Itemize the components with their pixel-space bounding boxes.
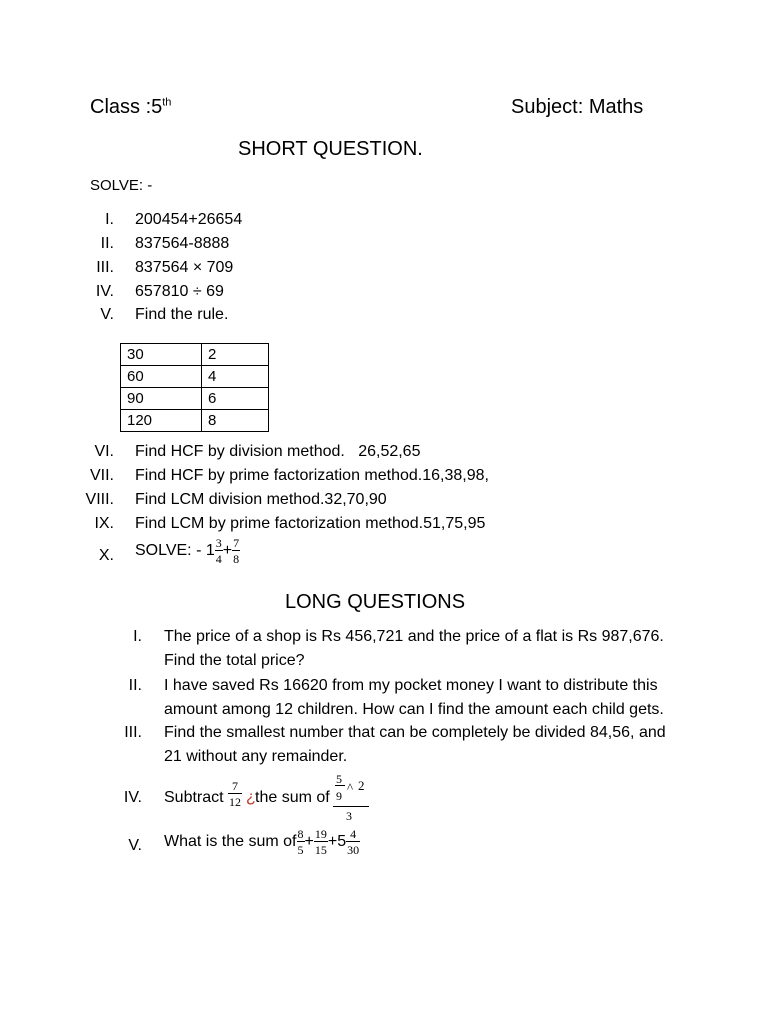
short-section-title: SHORT QUESTION. <box>238 138 423 160</box>
fraction <box>232 537 240 565</box>
denominator: 30 <box>347 843 360 857</box>
item-text-line1: Find the smallest number that can be completely be divided 84,56, and <box>164 724 666 741</box>
item-numeral: III. <box>96 259 114 276</box>
table-cell: 60 <box>121 366 202 388</box>
denominator: 4 <box>215 552 222 566</box>
item-text-before: Subtract <box>164 789 224 806</box>
solve-label: SOLVE: - <box>90 177 153 194</box>
table-row <box>121 388 269 410</box>
inverted-question-glyph: ¿ <box>246 789 256 806</box>
table-cell: 90 <box>121 388 202 410</box>
item-text: 837564-8888 <box>135 235 230 252</box>
item-text: 200454+26654 <box>135 211 243 228</box>
plus-five: +5 <box>327 833 347 850</box>
table-cell: 120 <box>121 410 202 432</box>
fraction <box>314 828 328 856</box>
item-numeral: VIII. <box>85 491 114 508</box>
table-cell: 2 <box>202 344 269 366</box>
plus-sign: + <box>222 542 233 559</box>
item-numeral: I. <box>105 211 114 228</box>
table-cell: 30 <box>121 344 202 366</box>
item-text-after: the sum of <box>255 789 330 806</box>
item-text: Find HCF by division method. 26,52,65 <box>135 443 421 460</box>
item-text: Find the rule. <box>135 306 229 323</box>
table-cell: 6 <box>202 388 269 410</box>
item-numeral: IV. <box>95 283 114 300</box>
item-text: Find HCF by prime factorization method.16,38,98, <box>135 467 489 484</box>
table-row <box>121 344 269 366</box>
fraction <box>228 780 242 808</box>
item-text <box>135 537 240 565</box>
inner-fraction-bar <box>335 785 345 786</box>
item-numeral: II. <box>100 235 114 252</box>
item-text: 657810 ÷ 69 <box>135 283 224 300</box>
table-row <box>121 366 269 388</box>
item-numeral: VII. <box>89 467 114 484</box>
denominator: 8 <box>233 552 240 566</box>
plus-sign: + <box>304 833 314 850</box>
numerator: 7 <box>228 780 242 794</box>
item-text <box>164 828 360 856</box>
item-numeral: IX. <box>94 515 114 532</box>
outer-denominator: 3 <box>346 809 352 823</box>
item-numeral: I. <box>133 628 142 645</box>
class-label: Class :5th <box>90 96 172 118</box>
item-numeral: III. <box>124 724 142 741</box>
solve-prefix: SOLVE: - 1 <box>135 542 215 559</box>
table-cell: 8 <box>202 410 269 432</box>
long-section-title: LONG QUESTIONS <box>285 591 466 613</box>
power: 2 <box>358 778 365 793</box>
inner-numerator: 5 <box>336 772 342 786</box>
item-text-line2: Find the total price? <box>164 652 305 669</box>
item-numeral: II. <box>128 677 142 694</box>
denominator: 12 <box>229 795 241 809</box>
text-before: What is the sum of <box>164 833 297 850</box>
fraction <box>215 537 223 565</box>
item-numeral: X. <box>98 547 114 564</box>
numerator: 3 <box>215 536 222 550</box>
caret-symbol: ^ <box>347 780 354 795</box>
item-text: Find LCM by prime factorization method.51,75,95 <box>135 515 486 532</box>
item-text-line2: amount among 12 children. How can I find the amount each child gets. <box>164 701 664 718</box>
item-numeral: IV. <box>123 789 142 806</box>
outer-fraction-bar <box>333 806 369 807</box>
item-text: Find LCM division method.32,70,90 <box>135 491 387 508</box>
denominator: 5 <box>297 843 304 857</box>
item-numeral: V. <box>128 837 142 854</box>
table-cell: 4 <box>202 366 269 388</box>
rule-table <box>120 343 269 432</box>
inner-denominator: 9 <box>336 789 342 803</box>
item-numeral: V. <box>100 306 114 323</box>
fraction <box>346 828 360 856</box>
fraction <box>297 828 305 856</box>
item-text-line2: 21 without any remainder. <box>164 748 348 765</box>
item-text-line1: The price of a shop is Rs 456,721 and the price of a flat is Rs 987,676. <box>164 628 664 645</box>
numerator: 19 <box>314 827 327 841</box>
numerator: 4 <box>346 828 360 842</box>
class-superscript: th <box>162 96 172 109</box>
subject-label: Subject: Maths <box>511 96 644 118</box>
item-text: 837564 × 709 <box>135 259 234 276</box>
numerator: 8 <box>297 827 304 841</box>
denominator: 15 <box>314 843 327 857</box>
table-row <box>121 410 269 432</box>
numerator: 7 <box>233 536 240 550</box>
item-numeral: VI. <box>94 443 114 460</box>
item-text-line1: I have saved Rs 16620 from my pocket money I want to distribute this <box>164 677 658 694</box>
